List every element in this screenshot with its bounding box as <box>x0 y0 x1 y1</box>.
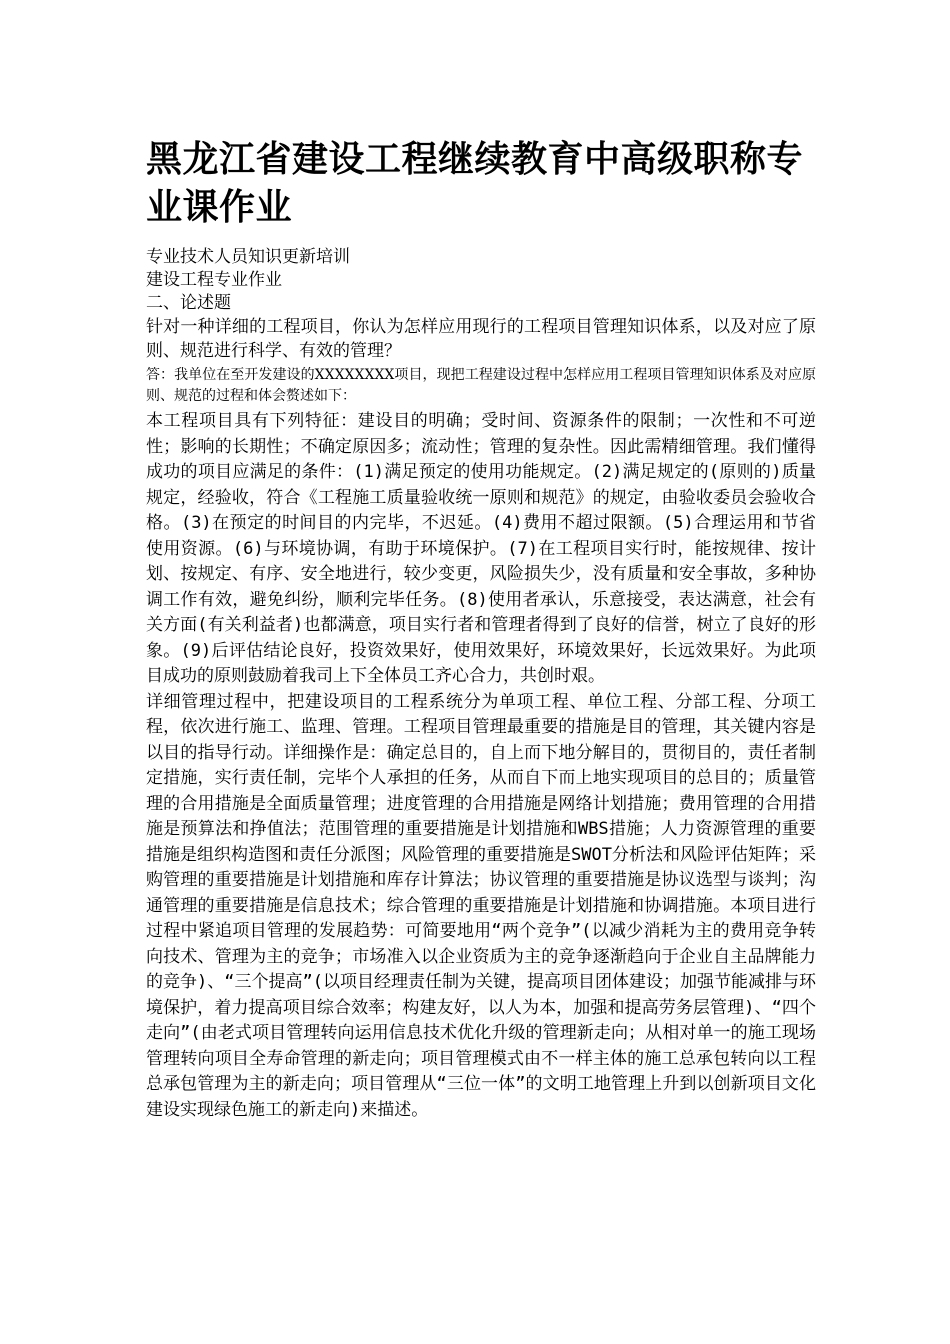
document-page <box>146 136 816 1123</box>
section-heading: 二、论述题 <box>146 293 231 313</box>
answer-paragraph-process: 详细管理过程中，把建设项目的工程系统分为单项工程、单位工程、分部工程、分项工程，依次进行施工、监理、管理。工程项目管理最重要的措施是目的管理，其关键内容是以目的指导行动。详细操作是：确定总目的，自上而下地分解目的，贯彻目的，责任者制定措施，实行责任制，完毕个人承担的任务，从而自下而上地实现项目的总目的；质量管理的合用措施是全面质量管理；进度管理的合用措施是网络计划措施；费用管理的合用措施是预算法和挣值法；范围管理的重要措施是计划措施和WBS措施；人力资源管理的重要措施是组织构造图和责任分派图；风险管理的重要措施是SWOT分析法和风险评估矩阵；采购管理的重要措施是计划措施和库存计算法；协议管理的重要措施是协议选型与谈判；沟通管理的重要措施是信息技术；综合管理的重要措施是计划措施和协调措施。本项目进行过程中紧追项目管理的发展趋势：可简要地用“两个竞争”(以减少消耗为主的费用竞争转向技术、管理为主的竞争；市场准入以企业资质为主的竞争逐渐趋向于企业自主品牌能力的竞争)、“三个提高”(以项目经理责任制为关键，提高项目团体建设；加强节能减排与环境保护，着力提高项目综合效率；构建友好，以人为本，加强和提高劳务层管理)、“四个走向”(由老式项目管理转向运用信息技术优化升级的管理新走向；从相对单一的施工现场管理转向项目全寿命管理的新走向；项目管理模式由不一样主体的施工总承包转向以工程总承包管理为主的新走向；项目管理从“三位一体”的文明工地管理上升到以创新项目文化建设实现绿色施工的新走向)来描述。 <box>146 691 816 1120</box>
essay-question: 针对一种详细的工程项目，你认为怎样应用现行的工程项目管理知识体系，以及对应了原则、规范进行科学、有效的管理？ <box>146 317 816 361</box>
document-title: 黑龙江省建设工程继续教育中高级职称专业课作业 <box>146 139 804 228</box>
answer-paragraph-features: 本工程项目具有下列特征：建设目的明确；受时间、资源条件的限制；一次性和不可逆性；影响的长期性；不确定原因多；流动性；管理的复杂性。因此需精细管理。我们懂得成功的项目应满足的条件：(1)满足预定的使用功能规定。(2)满足规定的(原则的)质量规定，经验收，符合《工程施工质量验收统一原则和规范》的规定，由验收委员会验收合格。(3)在预定的时间目的内完毕，不迟延。(4)费用不超过限额。(5)合理运用和节省使用资源。(6)与环境协调，有助于环境保护。(7)在工程项目实行时，能按规律、按计划、按规定、有序、安全地进行，较少变更，风险损失少，没有质量和安全事故，多种协调工作有效，避免纠纷，顺利完毕任务。(8)使用者承认，乐意接受，表达满意，社会有关方面(有关利益者)也都满意，项目实行者和管理者得到了良好的信誉，树立了良好的形象。(9)后评估结论良好，投资效果好，使用效果好，环境效果好，长远效果好。为此项目成功的原则鼓励着我司上下全体员工齐心合力，共创时艰。 <box>146 411 816 686</box>
answer-intro: 答：我单位在至开发建设的XXXXXXXX项目，现把工程建设过程中怎样应用工程项目管理知识体系及对应原则、规范的过程和体会赘述如下： <box>146 367 816 404</box>
assignment-type-line: 建设工程专业作业 <box>146 270 282 290</box>
training-program-line: 专业技术人员知识更新培训 <box>146 247 350 267</box>
